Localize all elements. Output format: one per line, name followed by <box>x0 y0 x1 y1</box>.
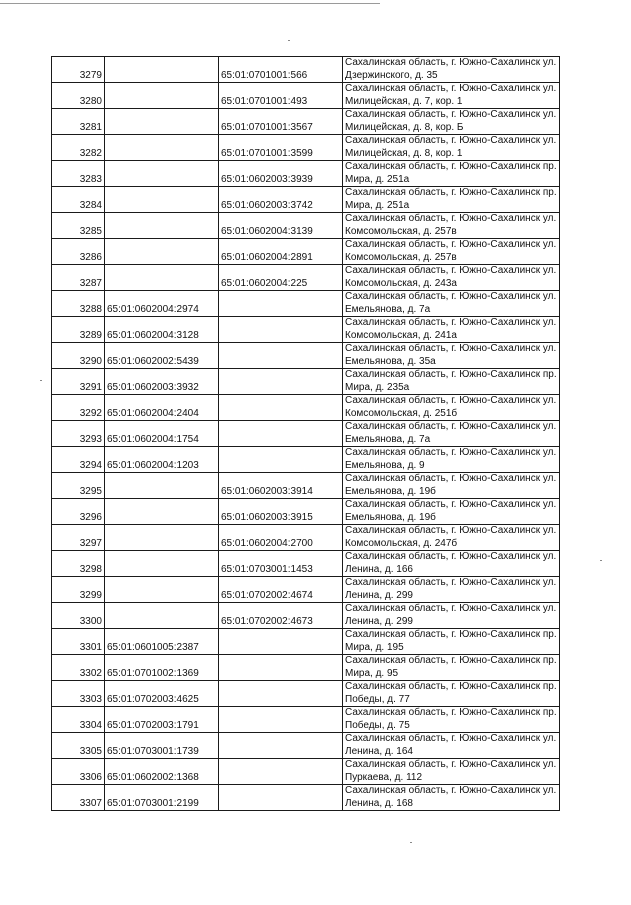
address-cell <box>343 447 560 473</box>
row-number-cell: 3289 <box>52 317 105 343</box>
row-number-cell: 3287 <box>52 265 105 291</box>
row-number-cell: 3299 <box>52 577 105 603</box>
cadastral-number-cell-a: 65:01:0602004:1754 <box>105 421 219 447</box>
row-number-cell: 3285 <box>52 213 105 239</box>
table-row <box>52 187 560 213</box>
cadastral-number-cell-b <box>219 785 343 811</box>
cadastral-number-cell-a <box>105 109 219 135</box>
address-line-2: Милицейская, д. 7, кор. 1 <box>345 95 463 107</box>
address-line-2: Комсомольская, д. 257в <box>345 251 457 263</box>
table-row <box>52 525 560 551</box>
table-row <box>52 629 560 655</box>
cadastral-number-cell-b: 65:01:0602003:3914 <box>219 473 343 499</box>
address-line-1: Сахалинская область, г. Южно-Сахалинск пр. <box>345 681 557 692</box>
address-line-2: Емельянова, д. 35а <box>345 355 436 367</box>
table-row <box>52 603 560 629</box>
row-number-cell: 3305 <box>52 733 105 759</box>
cadastral-number-cell-b: 65:01:0602004:225 <box>219 265 343 291</box>
table-row <box>52 109 560 135</box>
address-line-2: Мира, д. 251а <box>345 173 410 185</box>
address-cell <box>343 473 560 499</box>
cadastral-number-cell-b <box>219 447 343 473</box>
cadastral-number-cell-b: 65:01:0701001:3567 <box>219 109 343 135</box>
cadastral-number-cell-a <box>105 239 219 265</box>
row-number-cell: 3294 <box>52 447 105 473</box>
address-cell <box>343 109 560 135</box>
row-number-cell: 3293 <box>52 421 105 447</box>
registry-table <box>51 56 560 811</box>
address-line-1: Сахалинская область, г. Южно-Сахалинск пр. <box>345 629 557 640</box>
cadastral-number-cell-a: 65:01:0602004:1203 <box>105 447 219 473</box>
table-row <box>52 499 560 525</box>
address-line-1: Сахалинская область, г. Южно-Сахалинск ул. <box>345 343 557 354</box>
address-line-1: Сахалинская область, г. Южно-Сахалинск ул. <box>345 109 557 120</box>
address-line-2: Мира, д. 95 <box>345 667 399 679</box>
row-number-cell: 3290 <box>52 343 105 369</box>
address-cell <box>343 499 560 525</box>
table-row <box>52 421 560 447</box>
table-row <box>52 655 560 681</box>
address-cell <box>343 707 560 733</box>
address-line-1: Сахалинская область, г. Южно-Сахалинск ул. <box>345 57 557 68</box>
address-cell <box>343 577 560 603</box>
address-cell <box>343 343 560 369</box>
cadastral-number-cell-b <box>219 317 343 343</box>
address-cell <box>343 265 560 291</box>
table-row <box>52 265 560 291</box>
cadastral-number-cell-a <box>105 499 219 525</box>
address-line-1: Сахалинская область, г. Южно-Сахалинск ул. <box>345 759 557 770</box>
scan-page-edge <box>0 3 380 4</box>
address-cell <box>343 759 560 785</box>
address-cell <box>343 681 560 707</box>
address-line-2: Комсомольская, д. 243а <box>345 277 457 289</box>
cadastral-number-cell-a <box>105 577 219 603</box>
cadastral-number-cell-a <box>105 135 219 161</box>
address-cell <box>343 317 560 343</box>
address-line-1: Сахалинская область, г. Южно-Сахалинск ул. <box>345 551 557 562</box>
row-number-cell: 3279 <box>52 57 105 83</box>
row-number-cell: 3286 <box>52 239 105 265</box>
cadastral-number-cell-b: 65:01:0602004:3139 <box>219 213 343 239</box>
address-line-2: Комсомольская, д. 257в <box>345 225 457 237</box>
address-line-1: Сахалинская область, г. Южно-Сахалинск ул. <box>345 525 557 536</box>
address-cell <box>343 161 560 187</box>
table-row <box>52 239 560 265</box>
address-line-2: Ленина, д. 164 <box>345 745 413 757</box>
cadastral-number-cell-b <box>219 733 343 759</box>
row-number-cell: 3302 <box>52 655 105 681</box>
row-number-cell: 3292 <box>52 395 105 421</box>
address-line-1: Сахалинская область, г. Южно-Сахалинск ул. <box>345 213 557 224</box>
address-line-1: Сахалинская область, г. Южно-Сахалинск ул. <box>345 603 557 614</box>
address-cell <box>343 187 560 213</box>
address-line-2: Комсомольская, д. 241а <box>345 329 457 341</box>
table-row <box>52 317 560 343</box>
cadastral-number-cell-b: 65:01:0602004:2700 <box>219 525 343 551</box>
cadastral-number-cell-b: 65:01:0702002:4673 <box>219 603 343 629</box>
cadastral-number-cell-b: 65:01:0602003:3915 <box>219 499 343 525</box>
registry-table-body <box>52 57 560 811</box>
scan-speck <box>40 380 42 381</box>
cadastral-number-cell-a: 65:01:0702003:1791 <box>105 707 219 733</box>
address-line-1: Сахалинская область, г. Южно-Сахалинск ул. <box>345 317 557 328</box>
row-number-cell: 3298 <box>52 551 105 577</box>
address-line-2: Дзержинского, д. 35 <box>345 69 438 81</box>
address-cell <box>343 525 560 551</box>
scan-speck <box>600 560 602 561</box>
cadastral-number-cell-b: 65:01:0701001:493 <box>219 83 343 109</box>
address-line-2: Милицейская, д. 8, кор. Б <box>345 121 464 133</box>
address-line-2: Ленина, д. 299 <box>345 615 413 627</box>
address-line-1: Сахалинская область, г. Южно-Сахалинск ул. <box>345 291 557 302</box>
address-cell <box>343 733 560 759</box>
cadastral-number-cell-b: 65:01:0602004:2891 <box>219 239 343 265</box>
address-line-1: Сахалинская область, г. Южно-Сахалинск ул. <box>345 395 557 406</box>
table-row <box>52 369 560 395</box>
cadastral-number-cell-a <box>105 83 219 109</box>
cadastral-number-cell-a <box>105 525 219 551</box>
address-line-1: Сахалинская область, г. Южно-Сахалинск ул. <box>345 473 557 484</box>
cadastral-number-cell-a <box>105 603 219 629</box>
cadastral-number-cell-b: 65:01:0602003:3939 <box>219 161 343 187</box>
row-number-cell: 3282 <box>52 135 105 161</box>
address-line-1: Сахалинская область, г. Южно-Сахалинск ул. <box>345 421 557 432</box>
cadastral-number-cell-a: 65:01:0701002:1369 <box>105 655 219 681</box>
cadastral-number-cell-b: 65:01:0703001:1453 <box>219 551 343 577</box>
cadastral-number-cell-a: 65:01:0602004:2404 <box>105 395 219 421</box>
table-row <box>52 733 560 759</box>
address-line-2: Мира, д. 235а <box>345 381 410 393</box>
scan-speck <box>288 40 290 41</box>
address-line-2: Пуркаева, д. 112 <box>345 771 423 783</box>
table-row <box>52 83 560 109</box>
cadastral-number-cell-a <box>105 551 219 577</box>
row-number-cell: 3280 <box>52 83 105 109</box>
cadastral-number-cell-b <box>219 343 343 369</box>
address-cell <box>343 551 560 577</box>
address-line-2: Емельянова, д. 7а <box>345 303 431 315</box>
cadastral-number-cell-b <box>219 421 343 447</box>
table-row <box>52 759 560 785</box>
cadastral-number-cell-b: 65:01:0701001:3599 <box>219 135 343 161</box>
address-cell <box>343 83 560 109</box>
address-cell <box>343 655 560 681</box>
address-cell <box>343 421 560 447</box>
row-number-cell: 3296 <box>52 499 105 525</box>
address-line-2: Мира, д. 251а <box>345 199 410 211</box>
row-number-cell: 3283 <box>52 161 105 187</box>
address-line-1: Сахалинская область, г. Южно-Сахалинск ул. <box>345 83 557 94</box>
cadastral-number-cell-a <box>105 213 219 239</box>
address-line-2: Емельянова, д. 19б <box>345 485 436 497</box>
address-line-2: Емельянова, д. 19б <box>345 511 436 523</box>
row-number-cell: 3284 <box>52 187 105 213</box>
address-line-2: Победы, д. 75 <box>345 719 410 731</box>
address-line-2: Победы, д. 77 <box>345 693 410 705</box>
address-line-1: Сахалинская область, г. Южно-Сахалинск ул. <box>345 239 557 250</box>
address-cell <box>343 369 560 395</box>
cadastral-number-cell-a: 65:01:0602004:2974 <box>105 291 219 317</box>
address-line-1: Сахалинская область, г. Южно-Сахалинск ул. <box>345 733 557 744</box>
table-row <box>52 57 560 83</box>
address-line-1: Сахалинская область, г. Южно-Сахалинск пр. <box>345 655 557 666</box>
address-line-2: Ленина, д. 168 <box>345 797 413 809</box>
row-number-cell: 3304 <box>52 707 105 733</box>
address-line-1: Сахалинская область, г. Южно-Сахалинск пр. <box>345 161 557 172</box>
address-cell <box>343 785 560 811</box>
cadastral-number-cell-a: 65:01:0703001:2199 <box>105 785 219 811</box>
table-row <box>52 473 560 499</box>
address-cell <box>343 213 560 239</box>
table-row <box>52 291 560 317</box>
address-line-2: Мира, д. 195 <box>345 641 404 653</box>
table-row <box>52 395 560 421</box>
address-cell <box>343 239 560 265</box>
cadastral-number-cell-b <box>219 291 343 317</box>
address-line-1: Сахалинская область, г. Южно-Сахалинск пр. <box>345 707 557 718</box>
scan-speck <box>410 842 412 843</box>
cadastral-number-cell-b <box>219 707 343 733</box>
cadastral-number-cell-a: 65:01:0602002:1368 <box>105 759 219 785</box>
address-cell <box>343 395 560 421</box>
address-line-1: Сахалинская область, г. Южно-Сахалинск ул. <box>345 499 557 510</box>
address-line-2: Емельянова, д. 7а <box>345 433 431 445</box>
cadastral-number-cell-a: 65:01:0602003:3932 <box>105 369 219 395</box>
row-number-cell: 3307 <box>52 785 105 811</box>
row-number-cell: 3297 <box>52 525 105 551</box>
address-line-1: Сахалинская область, г. Южно-Сахалинск ул. <box>345 265 557 276</box>
address-cell <box>343 57 560 83</box>
address-line-2: Ленина, д. 299 <box>345 589 413 601</box>
address-cell <box>343 135 560 161</box>
address-line-2: Комсомольская, д. 247б <box>345 537 458 549</box>
address-line-2: Емельянова, д. 9 <box>345 459 425 471</box>
table-row <box>52 681 560 707</box>
table-row <box>52 707 560 733</box>
row-number-cell: 3303 <box>52 681 105 707</box>
address-line-2: Милицейская, д. 8, кор. 1 <box>345 147 463 159</box>
cadastral-number-cell-b <box>219 655 343 681</box>
cadastral-number-cell-a <box>105 265 219 291</box>
table-row <box>52 161 560 187</box>
cadastral-number-cell-b <box>219 759 343 785</box>
address-line-1: Сахалинская область, г. Южно-Сахалинск ул. <box>345 785 557 796</box>
address-line-1: Сахалинская область, г. Южно-Сахалинск ул. <box>345 447 557 458</box>
table-row <box>52 135 560 161</box>
row-number-cell: 3306 <box>52 759 105 785</box>
table-row <box>52 785 560 811</box>
table-row <box>52 213 560 239</box>
table-row <box>52 551 560 577</box>
cadastral-number-cell-b <box>219 395 343 421</box>
cadastral-number-cell-a: 65:01:0602002:5439 <box>105 343 219 369</box>
cadastral-number-cell-a: 65:01:0703001:1739 <box>105 733 219 759</box>
table-row <box>52 577 560 603</box>
cadastral-number-cell-b <box>219 369 343 395</box>
cadastral-number-cell-a <box>105 57 219 83</box>
cadastral-number-cell-a <box>105 473 219 499</box>
address-line-2: Ленина, д. 166 <box>345 563 413 575</box>
cadastral-number-cell-b: 65:01:0701001:566 <box>219 57 343 83</box>
cadastral-number-cell-a: 65:01:0601005:2387 <box>105 629 219 655</box>
cadastral-number-cell-a: 65:01:0602004:3128 <box>105 317 219 343</box>
cadastral-number-cell-a: 65:01:0702003:4625 <box>105 681 219 707</box>
cadastral-number-cell-b: 65:01:0602003:3742 <box>219 187 343 213</box>
cadastral-number-cell-b <box>219 681 343 707</box>
table-row <box>52 447 560 473</box>
address-line-1: Сахалинская область, г. Южно-Сахалинск ул. <box>345 577 557 588</box>
address-line-1: Сахалинская область, г. Южно-Сахалинск пр. <box>345 369 557 380</box>
address-line-1: Сахалинская область, г. Южно-Сахалинск ул. <box>345 135 557 146</box>
address-cell <box>343 629 560 655</box>
cadastral-number-cell-a <box>105 161 219 187</box>
address-cell <box>343 603 560 629</box>
row-number-cell: 3301 <box>52 629 105 655</box>
row-number-cell: 3281 <box>52 109 105 135</box>
cadastral-number-cell-a <box>105 187 219 213</box>
address-line-1: Сахалинская область, г. Южно-Сахалинск пр. <box>345 187 557 198</box>
address-line-2: Комсомольская, д. 251б <box>345 407 458 419</box>
row-number-cell: 3300 <box>52 603 105 629</box>
address-cell <box>343 291 560 317</box>
row-number-cell: 3295 <box>52 473 105 499</box>
cadastral-number-cell-b <box>219 629 343 655</box>
table-row <box>52 343 560 369</box>
cadastral-number-cell-b: 65:01:0702002:4674 <box>219 577 343 603</box>
row-number-cell: 3291 <box>52 369 105 395</box>
row-number-cell: 3288 <box>52 291 105 317</box>
